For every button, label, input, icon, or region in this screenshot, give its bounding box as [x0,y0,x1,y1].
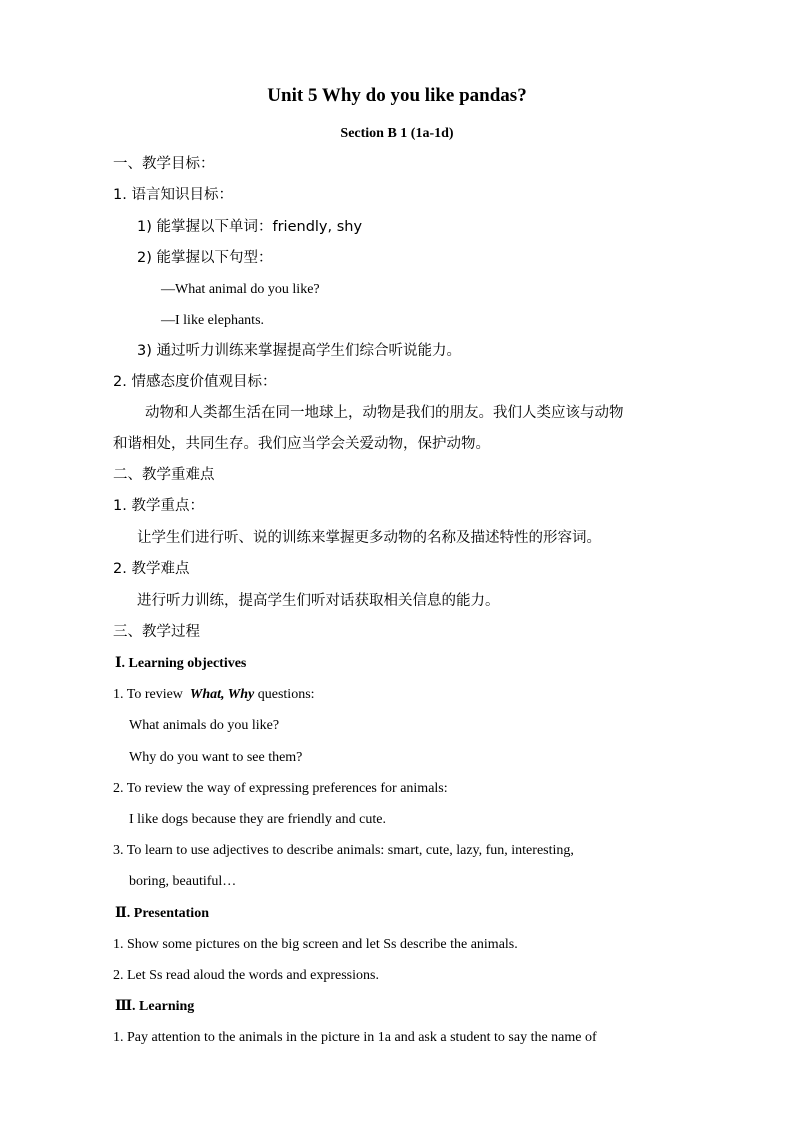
sentence-pattern-1: —What animal do you like? [161,282,320,297]
objective-1-prefix: 1. To review [113,687,190,702]
objective-3-continued: boring, beautiful… [129,874,237,889]
page-title: Unit 5 Why do you like pandas? [267,85,527,106]
heading-learning-objectives: Ⅰ. Learning objectives [115,656,247,671]
objective-1-example-b: Why do you want to see them? [129,750,303,765]
heading-learning: Ⅲ. Learning [115,999,195,1014]
heading-key-points: 二、教学重难点 [113,467,215,483]
objective-3: 3. To learn to use adjectives to describe animals: smart, cute, lazy, fun, interesting, [113,843,574,858]
presentation-step-1: 1. Show some pictures on the big screen and let Ss describe the animals. [113,937,518,952]
objective-1-emphasis: What, Why [189,687,255,702]
objective-2: 2. To review the way of expressing preferences for animals: [113,781,448,796]
objective-1-example-a: What animals do you like? [129,718,280,733]
paragraph-key-focus: 让学生们进行听、说的训练来掌握更多动物的名称及描述特性的形容词。 [137,530,601,546]
objective-2-example: I like dogs because they are friendly and cute. [129,812,386,827]
sub-item-words: 1) 能掌握以下单词：friendly, shy [137,219,363,235]
section-subtitle: Section B 1 (1a-1d) [340,126,454,141]
item-difficulty: 2. 教学难点 [113,561,190,577]
sub-item-sentences: 2) 能掌握以下句型： [137,250,273,266]
sub-item-listening: 3) 通过听力训练来掌握提高学生们综合听说能力。 [137,343,461,359]
heading-teaching-process: 三、教学过程 [113,624,200,640]
heading-teaching-objectives: 一、教学目标： [113,156,215,172]
sentence-pattern-2: —I like elephants. [161,313,265,328]
item-attitude-goals: 2. 情感态度价值观目标： [113,374,277,390]
paragraph-difficulty: 进行听力训练，提高学生们听对话获取相关信息的能力。 [137,593,500,609]
heading-presentation: Ⅱ. Presentation [115,906,209,921]
presentation-step-2: 2. Let Ss read aloud the words and expressions. [113,968,379,983]
objective-1-suffix: questions: [254,687,315,702]
item-language-goals: 1. 语言知识目标： [113,187,233,203]
item-key-focus: 1. 教学重点： [113,498,204,514]
paragraph-animals-line1: 动物和人类都生活在同一地球上，动物是我们的朋友。我们人类应该与动物 [145,405,624,421]
learning-step-1: 1. Pay attention to the animals in the picture in 1a and ask a student to say the name of [113,1030,597,1045]
objective-1 [113,685,315,705]
paragraph-animals-line2: 和谐相处，共同生存。我们应当学会关爱动物，保护动物。 [113,436,490,452]
